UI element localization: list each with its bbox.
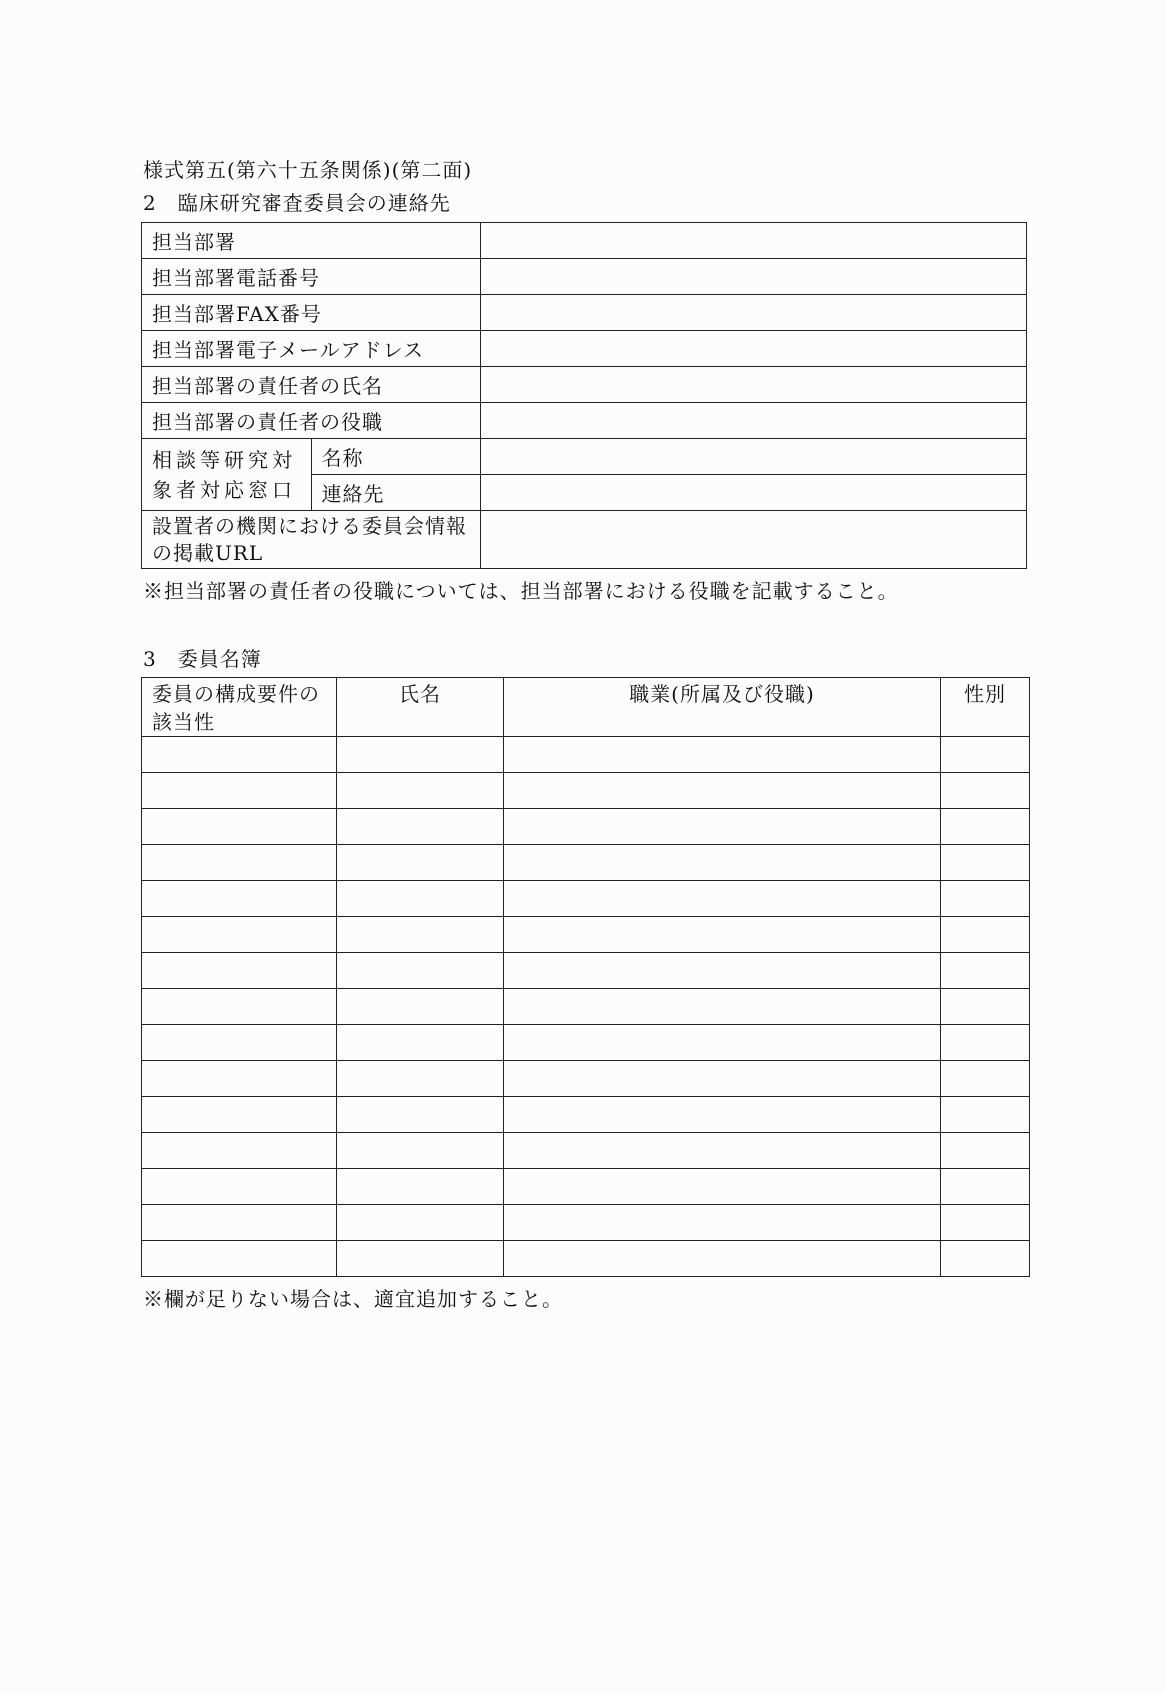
member-row bbox=[142, 1061, 1030, 1097]
consultation-label: 相談等研究対象者対応窓口 bbox=[142, 439, 312, 511]
value-cell[interactable] bbox=[481, 367, 1027, 403]
note-responsible-position: ※担当部署の責任者の役職については、担当部署における役職を記載すること。 bbox=[143, 579, 899, 603]
row-label: 担当部署電子メールアドレス bbox=[142, 331, 481, 367]
section3-title: 3 委員名簿 bbox=[143, 647, 262, 671]
member-cell[interactable] bbox=[504, 1061, 941, 1097]
member-cell[interactable] bbox=[504, 1169, 941, 1205]
member-row bbox=[142, 881, 1030, 917]
member-cell[interactable] bbox=[142, 1241, 337, 1277]
header-row bbox=[142, 678, 1030, 737]
member-cell[interactable] bbox=[337, 773, 504, 809]
member-cell[interactable] bbox=[504, 737, 941, 773]
note-add-rows: ※欄が足りない場合は、適宜追加すること。 bbox=[143, 1287, 563, 1311]
member-cell[interactable] bbox=[504, 1025, 941, 1061]
member-cell[interactable] bbox=[941, 809, 1030, 845]
member-cell[interactable] bbox=[142, 1169, 337, 1205]
table-row bbox=[142, 223, 1027, 259]
member-cell[interactable] bbox=[941, 881, 1030, 917]
consultation-contact-label: 連絡先 bbox=[311, 475, 481, 511]
member-row bbox=[142, 737, 1030, 773]
value-cell[interactable] bbox=[481, 403, 1027, 439]
member-cell[interactable] bbox=[941, 1205, 1030, 1241]
member-cell[interactable] bbox=[337, 1169, 504, 1205]
member-rows bbox=[142, 737, 1030, 1277]
member-cell[interactable] bbox=[941, 917, 1030, 953]
member-cell[interactable] bbox=[337, 845, 504, 881]
member-row bbox=[142, 1169, 1030, 1205]
member-cell[interactable] bbox=[504, 809, 941, 845]
member-cell[interactable] bbox=[504, 989, 941, 1025]
value-cell[interactable] bbox=[481, 331, 1027, 367]
header-cell: 氏名 bbox=[337, 678, 504, 737]
table-row bbox=[142, 331, 1027, 367]
row-label: 担当部署の責任者の氏名 bbox=[142, 367, 481, 403]
table-row bbox=[142, 403, 1027, 439]
header-cell: 性別 bbox=[941, 678, 1030, 737]
member-cell[interactable] bbox=[337, 1133, 504, 1169]
member-cell[interactable] bbox=[142, 1133, 337, 1169]
member-cell[interactable] bbox=[941, 953, 1030, 989]
member-cell[interactable] bbox=[941, 1241, 1030, 1277]
table-row bbox=[142, 511, 1027, 569]
value-cell[interactable] bbox=[481, 511, 1027, 569]
value-cell[interactable] bbox=[481, 223, 1027, 259]
member-cell[interactable] bbox=[337, 1205, 504, 1241]
row-label: 担当部署の責任者の役職 bbox=[142, 403, 481, 439]
member-cell[interactable] bbox=[142, 917, 337, 953]
header-cell: 委員の構成要件の該当性 bbox=[142, 678, 337, 737]
member-cell[interactable] bbox=[941, 1025, 1030, 1061]
member-row bbox=[142, 809, 1030, 845]
member-cell[interactable] bbox=[142, 881, 337, 917]
member-row bbox=[142, 1205, 1030, 1241]
form-title: 様式第五(第六十五条関係)(第二面) bbox=[143, 158, 473, 182]
member-cell[interactable] bbox=[941, 1133, 1030, 1169]
table-row bbox=[142, 295, 1027, 331]
value-cell[interactable] bbox=[481, 259, 1027, 295]
member-row bbox=[142, 917, 1030, 953]
member-cell[interactable] bbox=[142, 989, 337, 1025]
member-row bbox=[142, 1133, 1030, 1169]
member-cell[interactable] bbox=[142, 737, 337, 773]
member-row bbox=[142, 1025, 1030, 1061]
value-cell[interactable] bbox=[481, 439, 1027, 475]
member-cell[interactable] bbox=[941, 1061, 1030, 1097]
member-cell[interactable] bbox=[504, 845, 941, 881]
member-cell[interactable] bbox=[941, 1169, 1030, 1205]
member-row bbox=[142, 773, 1030, 809]
member-cell[interactable] bbox=[142, 773, 337, 809]
member-cell[interactable] bbox=[337, 989, 504, 1025]
member-cell[interactable] bbox=[337, 917, 504, 953]
member-cell[interactable] bbox=[941, 1097, 1030, 1133]
row-label: 担当部署 bbox=[142, 223, 481, 259]
member-row bbox=[142, 845, 1030, 881]
member-cell[interactable] bbox=[504, 1241, 941, 1277]
member-cell[interactable] bbox=[142, 845, 337, 881]
member-cell[interactable] bbox=[504, 773, 941, 809]
member-cell[interactable] bbox=[337, 809, 504, 845]
member-cell[interactable] bbox=[142, 1205, 337, 1241]
member-cell[interactable] bbox=[337, 737, 504, 773]
member-cell[interactable] bbox=[504, 1133, 941, 1169]
header-cell: 職業(所属及び役職) bbox=[504, 678, 941, 737]
consultation-name-label: 名称 bbox=[311, 439, 481, 475]
member-cell[interactable] bbox=[337, 1025, 504, 1061]
member-cell[interactable] bbox=[142, 809, 337, 845]
member-cell[interactable] bbox=[504, 1097, 941, 1133]
members-table bbox=[141, 677, 1030, 1277]
member-cell[interactable] bbox=[941, 989, 1030, 1025]
member-cell[interactable] bbox=[337, 1061, 504, 1097]
table-row bbox=[142, 367, 1027, 403]
contact-table bbox=[141, 222, 1027, 569]
row-label: 担当部署FAX番号 bbox=[142, 295, 481, 331]
member-cell[interactable] bbox=[941, 737, 1030, 773]
value-cell[interactable] bbox=[481, 295, 1027, 331]
member-cell[interactable] bbox=[941, 773, 1030, 809]
value-cell[interactable] bbox=[481, 475, 1027, 511]
table-row bbox=[142, 259, 1027, 295]
member-cell[interactable] bbox=[337, 1241, 504, 1277]
member-row bbox=[142, 1097, 1030, 1133]
member-row bbox=[142, 1241, 1030, 1277]
member-cell[interactable] bbox=[504, 1205, 941, 1241]
member-cell[interactable] bbox=[941, 845, 1030, 881]
member-cell[interactable] bbox=[337, 1097, 504, 1133]
member-cell[interactable] bbox=[504, 917, 941, 953]
member-cell[interactable] bbox=[142, 1097, 337, 1133]
member-row bbox=[142, 989, 1030, 1025]
member-row bbox=[142, 953, 1030, 989]
member-cell[interactable] bbox=[504, 953, 941, 989]
member-cell[interactable] bbox=[337, 881, 504, 917]
url-label: 設置者の機関における委員会情報の掲載URL bbox=[142, 511, 481, 569]
table-row bbox=[142, 439, 1027, 475]
member-cell[interactable] bbox=[142, 953, 337, 989]
member-cell[interactable] bbox=[504, 881, 941, 917]
section2-title: 2 臨床研究審査委員会の連絡先 bbox=[143, 191, 451, 215]
member-cell[interactable] bbox=[337, 953, 504, 989]
row-label: 担当部署電話番号 bbox=[142, 259, 481, 295]
member-cell[interactable] bbox=[142, 1061, 337, 1097]
member-cell[interactable] bbox=[142, 1025, 337, 1061]
